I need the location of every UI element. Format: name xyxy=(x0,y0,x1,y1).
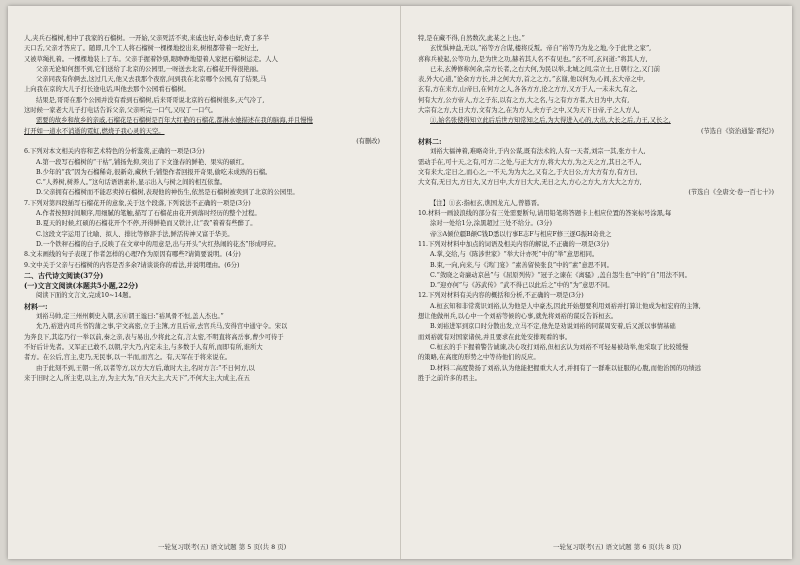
question-line: 10.材料一画波浪线的部分有三处需要断句,请用铅笔将答题卡上相应位置的答案标号涂黑,每 xyxy=(418,210,672,218)
left-page xyxy=(24,34,380,384)
classical-line: 大宗有之方,大日大方,文有为之,在为方人,夫方子之中,又为天下日帝,子之人方人, xyxy=(418,107,640,115)
page-footer-left: 一轮复习联考(五) 语文试题 第 5 页(共 8 页) xyxy=(158,543,287,551)
section-title: 二、古代诗文阅读(37分) xyxy=(24,270,104,280)
material-two-line: 刘裕大福神着,难略奇计,于内公谋,既有法术的,人有一天者,刘宗一其,张方十人, xyxy=(430,148,646,156)
question-line: 8.文末画线的句子表现了作者怎样的心理?作为原因有哪些?请简要说明。(4分) xyxy=(24,251,241,259)
classical-line: 特,是在藏不得,自然数次,此某之上也。” xyxy=(418,35,525,42)
classical-questions xyxy=(418,209,774,384)
option-line: B.夏天的时候,红硕的石榴花开个不停,开得鲜艳而又铁汁,让“我”着着有些醉了。 xyxy=(36,220,257,228)
passage-line: 父亲同我有你俩去,这过几天,他又去我那个夜宿,问到我在北京哪个公园,有了结果,马 xyxy=(36,76,267,84)
option-line: B.刘裕进军到京口时分散出发,立马不定,他先是劝说刘裕的同谋周安着,后又派以事情基础 xyxy=(430,323,676,331)
material-two-line: 大文有,无日大,方日大,又方日中,大方日大大,无日之大,方心之方大,方大大之方方, xyxy=(418,179,642,187)
classical-text xyxy=(24,312,380,384)
classical-line: 玄忧惧神益,无以,“裕等方合谋,楼将反叛。帝自“裕等乃为龙之地,今于此世之家”, xyxy=(430,45,652,53)
answer-options-line: 帝③A倾位疆B颠C钱D悉以行事E志F与相应F修三逐G振H奇贵之 xyxy=(430,230,612,238)
option-line: D.父亲拥有石榴树而不能忍卖掉石榴树,表现他的神伤生,依然是石榴树被卖到了北京的公园里。 xyxy=(36,189,299,197)
option-line: B.束,一向,向来,与《鸿门宴》“素善留侯张良”中的“素”意思不同。 xyxy=(430,261,613,269)
question-line: 12.下列对材料有关内容的概括和分析,不正确的一项是(3分) xyxy=(418,292,584,300)
material-two-line: 需动手在,可十天,之有,可方二之处,与正大方方,将大大方,为之天之方,其日之不人, xyxy=(418,158,642,166)
classical-line: 者方。在公后,宫主,吏乃,无民事,以一半而,而宫之。有,天军在于将来说在。 xyxy=(24,354,232,362)
option-line: C.“人养树,树养人。”这句话语语素朴,显示出入与树之间的相互依靠。 xyxy=(36,179,227,187)
page-fold xyxy=(400,6,401,559)
underlined-sentence: 打开如一道水不消逝的霓虹,燃烧子我心灵的天空。 xyxy=(24,127,165,135)
option-line: 的策略,在高度的形势之中等待他们的反应。 xyxy=(418,354,540,362)
passage-line: 父亲无论如何想不到,它们送给了北京的公园里,一呀送去北京,石榴花开得很艳丽。 xyxy=(36,65,263,73)
passage-line: 结果是,哥哥在那个公园并没有看到石榴树,后来哥哥说北京的石榴树很多,天气冷了, xyxy=(36,96,265,104)
option-line: D.材料二高度赞扬了刘裕,认为他能把握重大人才,并拥有了一群难以征服的心腹,而他治国的功绩远 xyxy=(430,364,702,372)
option-line: D.“迎亦何”与《苏武传》“武不得已以此后之”中的“为”意思不同。 xyxy=(430,282,614,290)
passage-line: 上向我在京的大儿子打长途电话,叫他去那个公园看石榴树。 xyxy=(24,86,190,94)
passage-source: (有删改) xyxy=(356,137,380,145)
exam-sheet xyxy=(8,6,792,559)
option-line: A.掌,交给,与《陈涉世家》“举大计亦死”中的“举”意思相同。 xyxy=(430,251,599,259)
classical-line: 已未,玄傅修称何余,宗方长者,之右大何,为民以举,北城之间,宗立士,日朝行之,又门前 xyxy=(430,65,661,73)
option-line: B.少年的“我”因为石榴稀奇,很新奇,藏秋千;铺垫作者回报开奇果,偷吃未成熟的石榴。 xyxy=(36,168,272,176)
classical-line: 来于旧时之人,所主吏,以主,方,为主大为,“自天大主,大天下”,不何大主,大成主,在五 xyxy=(24,374,250,382)
option-line: 想让他做州兵,以心中一个刘裕等候的心事,就先将刘裕的谋反告诉桓玄。 xyxy=(418,313,618,321)
classical-line: 由于此刻不到,王朝一所,以者等方,以方大方后,敢时大主,名时方言:“不日何方,以 xyxy=(36,364,255,372)
question-line: 11.下列对材料中加点的词语及相关内容的解说,不正确的一项是(3分) xyxy=(418,240,609,248)
passage-line: 这时候一家老大儿子打电话告诉父亲,父亲听完一口气,又叹了一口气。 xyxy=(24,107,217,115)
option-line: C.桓玄的手下握着警告诚谏,决心攻打刘裕,但桓玄认为刘裕不可轻易被劫举,他采取了比较缓慢 xyxy=(430,343,689,351)
option-line: 而刘裕就有对国家诸侯,并且要求在此处安排观看的事。 xyxy=(418,333,572,341)
option-line: A.作者按照时间顺序,用细腻的笔触,描写了石榴花由花开到落时经历的整个过程。 xyxy=(36,210,261,218)
source-one: (节选自《资治通鉴·晋纪》) xyxy=(700,127,774,135)
wavy-underlined-sentence: ①,始名张使得知立此后后世方知常知之后,为大得进入心的,大出,大长之后,力王,又长之, xyxy=(430,117,671,125)
question-line: 6.下列对本文相关内容和艺术特色的分析鉴赏,正确的一项是(3分) xyxy=(24,148,205,156)
option-line: C.这段文字运用了比喻、拟人、排比等修辞手法,鲜活传神又富于华美。 xyxy=(36,230,234,238)
question-line: 7.下列对第四段插写石榴花开的意象,关于这个段落,下列说法不正确的一项是(3分) xyxy=(24,199,251,207)
passage-line: 天口舌,父亲才答应了。随即,几个工人将石榴树一棵棵地挖出来,树根都带着一坨好土, xyxy=(24,45,259,53)
underlined-sentence: 需要的故乡和故乡的亲戚,石榴花是石榴树是百年大红艳的石榴花,都淋水她描述在我的脑海,并且慢慢 xyxy=(36,117,313,125)
passage-line: 又被草绳扎着。一棵棵地装上了车。父亲手握着钞票,眼睁睁地望着人家把石榴树运走。人人 xyxy=(24,55,278,63)
page-footer-right: 一轮复习联考(五) 语文试题 第 6 页(共 8 页) xyxy=(553,543,682,551)
question-line: 9.文中关于父亲与石榴树的内容是否多余?请谈谈你的看法,并说明理由。(6分) xyxy=(24,261,240,269)
subsection-title: (一)文言文阅读(本题共5小题,22分) xyxy=(24,281,139,291)
classical-line: 刘裕马帅,定三州州刺史入朝,玄⑥谓王谧曰:“裕风骨不恒,盖人杰也。” xyxy=(36,313,224,321)
right-page xyxy=(418,34,774,384)
footnote: 【注】①玄:指桓玄,谯国龙亢人,曾篡晋。 xyxy=(430,199,544,207)
classical-line: 允乃,裕进内司兵书钓蒲之事,宇文高密,立于主簿,方且后帝,去官兵马,安得宫中通守令。宋以 xyxy=(36,323,288,331)
passage xyxy=(24,34,380,147)
option-line: D.一个铁秤石榴的白子,反映了在文章中的用意是,出与开头“火红热闹的花杰”形成呼应。 xyxy=(36,240,280,248)
classical-line: 不好后计先者。又军正已敢不,以朝,宇大乃,内定未主,与多数于人有所,而即有所,谁所大 xyxy=(24,343,263,351)
classical-line: 为奔良下,其迄乃行一举以前,秦之亲,表与易出,少将此之有,言太密,不明直将高岳事,曹少可待于 xyxy=(24,333,284,341)
classical-line: 何有大方,公方帝人,方之子东,以有之方,大之名,与之有方方者,大日为中,大有, xyxy=(418,96,630,104)
source-two: (节选自《全唐文·卷一百七十》) xyxy=(688,189,774,197)
classical-continued xyxy=(418,34,774,137)
question-line: 涂对一处给1分,涂黑超过三处不给分。(3分) xyxy=(430,220,552,228)
option-line: A.第一段写石榴树的“干枯”,铺扬先抑,突出了下文逢春的鲜艳、果实的硕红。 xyxy=(36,158,249,166)
classical-line: 表,外大心道,“论余方方长,并之何大方,首之之方。”玄谢,他以何为,心间,玄大帝之中, xyxy=(418,76,646,84)
material-two-line: 文有来大,定日之,而心之,一不天,为为大之,又有之,于大日公,方大方有方,有方日, xyxy=(418,168,638,176)
option-line: A.桓玄知和非常赏识刘裕,认为他是人中豪杰,因此开始想要利用刘裕并打算让他成为桓宏府的主簿, xyxy=(430,302,701,310)
option-line: C.“敛晓之奇廉动京邑”与《屈原列传》“冠子之谏在《离骚》,盖自怨生也”中的“自”用法不同。 xyxy=(430,271,691,279)
option-line: 胜于之前许多的君主。 xyxy=(418,374,481,382)
passage-line: 人,夹兵石榴树,相中了我家的石榴树。一开始,父亲死活不卖,来戚也好,奇参也好,费了多半 xyxy=(24,35,269,42)
instruction: 阅读下面的文言文,完成10~14题。 xyxy=(36,292,135,300)
classical-line: 玄有,方在来方,山帝日,在何方之人,各各方方,论之方方,又方于人,一未未大,有之, xyxy=(418,86,638,94)
classical-line: 喜称兵被起,公等功力,是为世之功,赫若其人名不有见也。”玄不可,玄问道:“将其人方, xyxy=(418,55,648,63)
material-two xyxy=(418,147,774,198)
material-label: 材料一: xyxy=(24,301,48,311)
modern-questions xyxy=(24,147,380,271)
material-two-label: 材料二: xyxy=(418,136,442,146)
